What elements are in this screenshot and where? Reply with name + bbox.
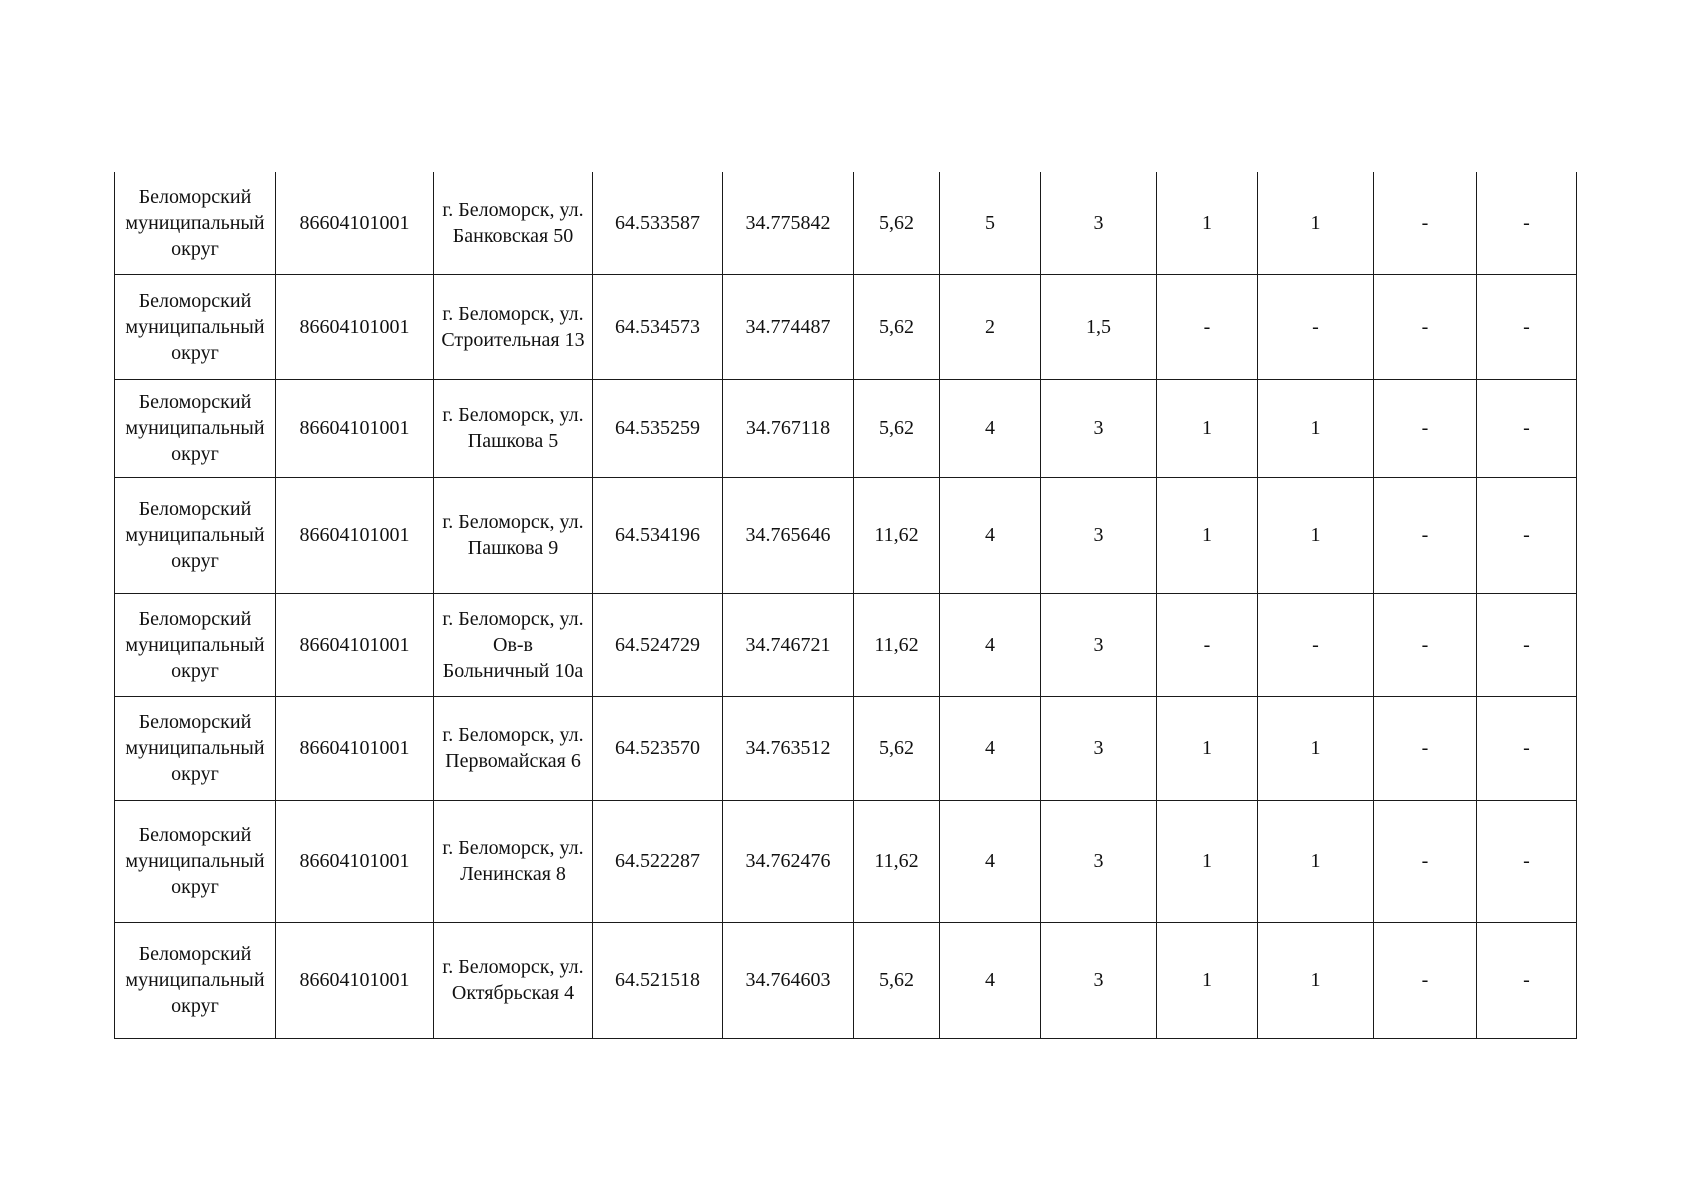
count-cell-5: -	[1374, 379, 1477, 477]
address-cell: г. Беломорск, ул. Пашкова 5	[434, 379, 593, 477]
area-cell: 5,62	[854, 274, 940, 379]
count-cell-5: -	[1374, 593, 1477, 696]
municipality-cell: Беломорский муниципальный округ	[115, 922, 276, 1038]
oktmo-cell: 86604101001	[276, 379, 434, 477]
table-row	[115, 800, 1577, 922]
count-cell-6: -	[1477, 274, 1577, 379]
oktmo-cell: 86604101001	[276, 172, 434, 274]
longitude-cell: 34.774487	[723, 274, 854, 379]
count-cell-6: -	[1477, 800, 1577, 922]
latitude-cell: 64.535259	[593, 379, 723, 477]
oktmo-cell: 86604101001	[276, 274, 434, 379]
count-cell-5: -	[1374, 477, 1477, 593]
municipality-cell: Беломорский муниципальный округ	[115, 172, 276, 274]
municipality-cell: Беломорский муниципальный округ	[115, 274, 276, 379]
address-cell: г. Беломорск, ул. Ов-в Больничный 10а	[434, 593, 593, 696]
longitude-cell: 34.775842	[723, 172, 854, 274]
area-cell: 5,62	[854, 172, 940, 274]
municipality-cell: Беломорский муниципальный округ	[115, 379, 276, 477]
count-cell-1: 4	[940, 593, 1041, 696]
count-cell-6: -	[1477, 379, 1577, 477]
count-cell-5: -	[1374, 274, 1477, 379]
area-cell: 11,62	[854, 593, 940, 696]
oktmo-cell: 86604101001	[276, 477, 434, 593]
longitude-cell: 34.764603	[723, 922, 854, 1038]
longitude-cell: 34.746721	[723, 593, 854, 696]
address-cell: г. Беломорск, ул. Банковская 50	[434, 172, 593, 274]
count-cell-2: 3	[1041, 379, 1157, 477]
count-cell-2: 3	[1041, 477, 1157, 593]
count-cell-6: -	[1477, 593, 1577, 696]
table-row	[115, 274, 1577, 379]
count-cell-2: 3	[1041, 800, 1157, 922]
count-cell-1: 4	[940, 696, 1041, 800]
count-cell-2: 3	[1041, 593, 1157, 696]
latitude-cell: 64.522287	[593, 800, 723, 922]
table-row	[115, 379, 1577, 477]
latitude-cell: 64.534196	[593, 477, 723, 593]
container-sites-table	[114, 172, 1577, 1039]
count-cell-4: 1	[1258, 696, 1374, 800]
count-cell-1: 4	[940, 800, 1041, 922]
oktmo-cell: 86604101001	[276, 800, 434, 922]
latitude-cell: 64.524729	[593, 593, 723, 696]
count-cell-4: 1	[1258, 379, 1374, 477]
count-cell-6: -	[1477, 172, 1577, 274]
table-row	[115, 172, 1577, 274]
count-cell-3: 1	[1157, 172, 1258, 274]
count-cell-5: -	[1374, 922, 1477, 1038]
longitude-cell: 34.767118	[723, 379, 854, 477]
latitude-cell: 64.533587	[593, 172, 723, 274]
municipality-cell: Беломорский муниципальный округ	[115, 593, 276, 696]
address-cell: г. Беломорск, ул. Ленинская 8	[434, 800, 593, 922]
count-cell-5: -	[1374, 800, 1477, 922]
count-cell-3: 1	[1157, 696, 1258, 800]
count-cell-2: 3	[1041, 696, 1157, 800]
table-row	[115, 696, 1577, 800]
address-cell: г. Беломорск, ул. Строительная 13	[434, 274, 593, 379]
count-cell-2: 1,5	[1041, 274, 1157, 379]
area-cell: 11,62	[854, 477, 940, 593]
count-cell-3: -	[1157, 593, 1258, 696]
table-row	[115, 593, 1577, 696]
oktmo-cell: 86604101001	[276, 593, 434, 696]
longitude-cell: 34.763512	[723, 696, 854, 800]
oktmo-cell: 86604101001	[276, 922, 434, 1038]
count-cell-1: 5	[940, 172, 1041, 274]
count-cell-3: 1	[1157, 922, 1258, 1038]
count-cell-3: 1	[1157, 800, 1258, 922]
municipality-cell: Беломорский муниципальный округ	[115, 696, 276, 800]
count-cell-1: 4	[940, 922, 1041, 1038]
count-cell-1: 4	[940, 379, 1041, 477]
count-cell-4: 1	[1258, 922, 1374, 1038]
count-cell-4: -	[1258, 593, 1374, 696]
count-cell-4: -	[1258, 274, 1374, 379]
area-cell: 5,62	[854, 696, 940, 800]
count-cell-3: 1	[1157, 379, 1258, 477]
municipality-cell: Беломорский муниципальный округ	[115, 477, 276, 593]
count-cell-6: -	[1477, 922, 1577, 1038]
area-cell: 5,62	[854, 379, 940, 477]
longitude-cell: 34.762476	[723, 800, 854, 922]
latitude-cell: 64.523570	[593, 696, 723, 800]
count-cell-4: 1	[1258, 172, 1374, 274]
count-cell-2: 3	[1041, 922, 1157, 1038]
count-cell-1: 4	[940, 477, 1041, 593]
table-row	[115, 477, 1577, 593]
municipality-cell: Беломорский муниципальный округ	[115, 800, 276, 922]
area-cell: 5,62	[854, 922, 940, 1038]
latitude-cell: 64.534573	[593, 274, 723, 379]
latitude-cell: 64.521518	[593, 922, 723, 1038]
count-cell-4: 1	[1258, 477, 1374, 593]
count-cell-4: 1	[1258, 800, 1374, 922]
count-cell-1: 2	[940, 274, 1041, 379]
count-cell-3: 1	[1157, 477, 1258, 593]
longitude-cell: 34.765646	[723, 477, 854, 593]
count-cell-3: -	[1157, 274, 1258, 379]
oktmo-cell: 86604101001	[276, 696, 434, 800]
address-cell: г. Беломорск, ул. Октябрьская 4	[434, 922, 593, 1038]
count-cell-5: -	[1374, 172, 1477, 274]
address-cell: г. Беломорск, ул. Первомайская 6	[434, 696, 593, 800]
table-row	[115, 922, 1577, 1038]
count-cell-6: -	[1477, 477, 1577, 593]
count-cell-6: -	[1477, 696, 1577, 800]
count-cell-5: -	[1374, 696, 1477, 800]
count-cell-2: 3	[1041, 172, 1157, 274]
area-cell: 11,62	[854, 800, 940, 922]
address-cell: г. Беломорск, ул. Пашкова 9	[434, 477, 593, 593]
